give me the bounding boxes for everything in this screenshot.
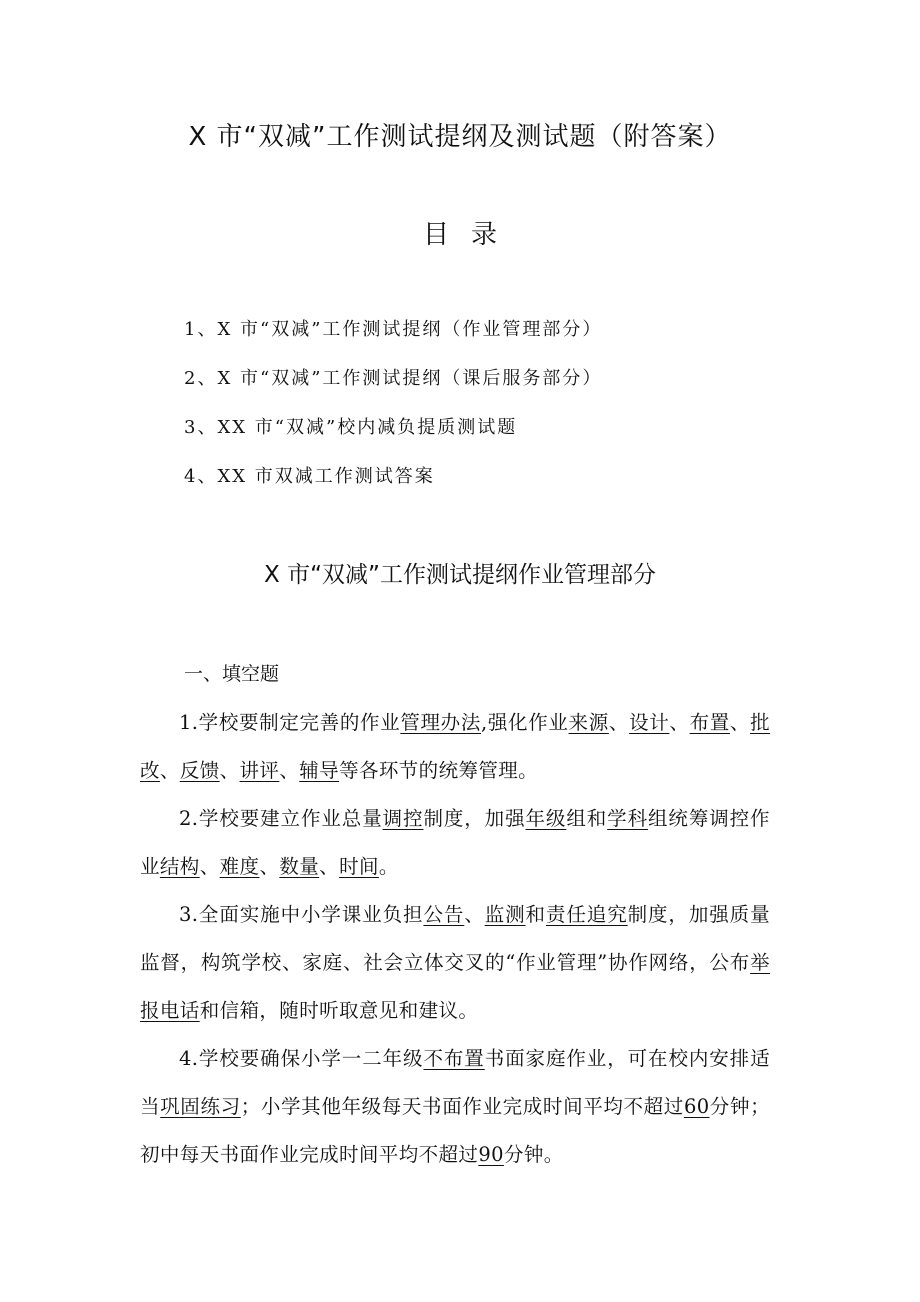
paragraph-text: 分钟；初中每天书面作业完成时间平均不超过	[140, 1095, 770, 1166]
answer-blank: 责任追究	[545, 903, 628, 926]
paragraph-text: 制度，加强	[423, 807, 526, 830]
question-paragraph	[140, 699, 770, 795]
answer-blank: 年级	[525, 807, 567, 830]
answer-blank: 时间	[339, 855, 379, 878]
toc-item: 3、XX 市“双减”校内减负提质测试题	[184, 417, 518, 438]
answer-blank: 60	[683, 1095, 710, 1118]
paragraph-text: 1.学校要制定完善的作业	[179, 711, 401, 734]
section-body	[140, 650, 770, 1179]
paragraph-text: 、	[464, 903, 485, 926]
question-paragraph	[140, 891, 770, 1035]
paragraph-text: 、	[219, 759, 240, 782]
answer-blank: 不布置	[423, 1047, 485, 1070]
paragraph-text: 组统筹调控作业	[140, 807, 770, 878]
paragraph-text: 制度，加强质量监督，构筑学校、家庭、社会立体交叉的“作业管理”协作网络，公布	[140, 903, 770, 974]
answer-blank: 来源	[568, 711, 609, 734]
paragraph-text: 。	[378, 855, 399, 878]
answer-blank: 批改	[140, 711, 770, 782]
paragraph-text: 和信箱，随时听取意见和建议。	[199, 999, 479, 1022]
document-title: X 市“双减”工作测试提纲及测试题（附答案）	[188, 122, 732, 152]
table-of-contents	[184, 316, 784, 512]
answer-blank: 设计	[629, 711, 670, 734]
answer-blank: 结构	[159, 855, 200, 878]
paragraph-text: 、	[159, 759, 180, 782]
part-heading: 一、填空题	[184, 663, 280, 685]
toc-item: 4、XX 市双减工作测试答案	[184, 466, 435, 487]
paragraph-text: 、	[259, 855, 280, 878]
paragraph-text: 3.全面实施中小学课业负担	[179, 903, 424, 926]
answer-blank: 公告	[423, 903, 465, 926]
answer-blank: 布置	[689, 711, 730, 734]
paragraph-text: 、	[608, 711, 630, 734]
question-paragraph	[140, 795, 770, 891]
paragraph-text: 2.学校要建立作业总量	[179, 807, 383, 830]
paragraph-text: 4.学校要确保小学一二年级	[179, 1047, 424, 1070]
paragraph-text: 、	[729, 711, 751, 734]
answer-blank: 讲评	[239, 759, 280, 782]
paragraph-text: ；小学其他年级每天书面作业完成时间平均不超过	[240, 1095, 684, 1118]
answer-blank: 学科	[607, 807, 648, 830]
answer-blank: 数量	[279, 855, 320, 878]
paragraph-text: 分钟。	[503, 1143, 564, 1166]
toc-heading: 目录	[422, 220, 519, 250]
section-title: X 市“双减”工作测试提纲作业管理部分	[264, 562, 656, 588]
question-paragraph	[140, 1035, 770, 1179]
paragraph-text: ,强化作业	[481, 711, 569, 734]
answer-blank: 管理办法	[400, 711, 482, 734]
paragraph-text: 、	[319, 855, 340, 878]
answer-blank: 监测	[484, 903, 526, 926]
answer-blank: 调控	[382, 807, 424, 830]
answer-blank: 90	[478, 1143, 504, 1166]
toc-item: 2、X 市“双减”工作测试提纲（课后服务部分）	[184, 368, 603, 389]
answer-blank: 难度	[219, 855, 260, 878]
paragraph-text: 组和	[566, 807, 608, 830]
answer-blank: 辅导	[299, 759, 340, 782]
answer-blank: 反馈	[179, 759, 220, 782]
paragraph-text: 等各环节的统筹管理。	[339, 759, 539, 782]
paragraph-text: 和	[525, 903, 546, 926]
paragraph-text: 书面家庭作业，可在校内安排适当	[140, 1047, 770, 1118]
answer-blank: 巩固练习	[160, 1095, 241, 1118]
toc-item: 1、X 市“双减”工作测试提纲（作业管理部分）	[184, 319, 603, 340]
answer-blank: 举报电话	[140, 951, 770, 1022]
paragraph-text: 、	[279, 759, 300, 782]
paragraph-text: 、	[669, 711, 690, 734]
paragraph-text: 、	[199, 855, 220, 878]
